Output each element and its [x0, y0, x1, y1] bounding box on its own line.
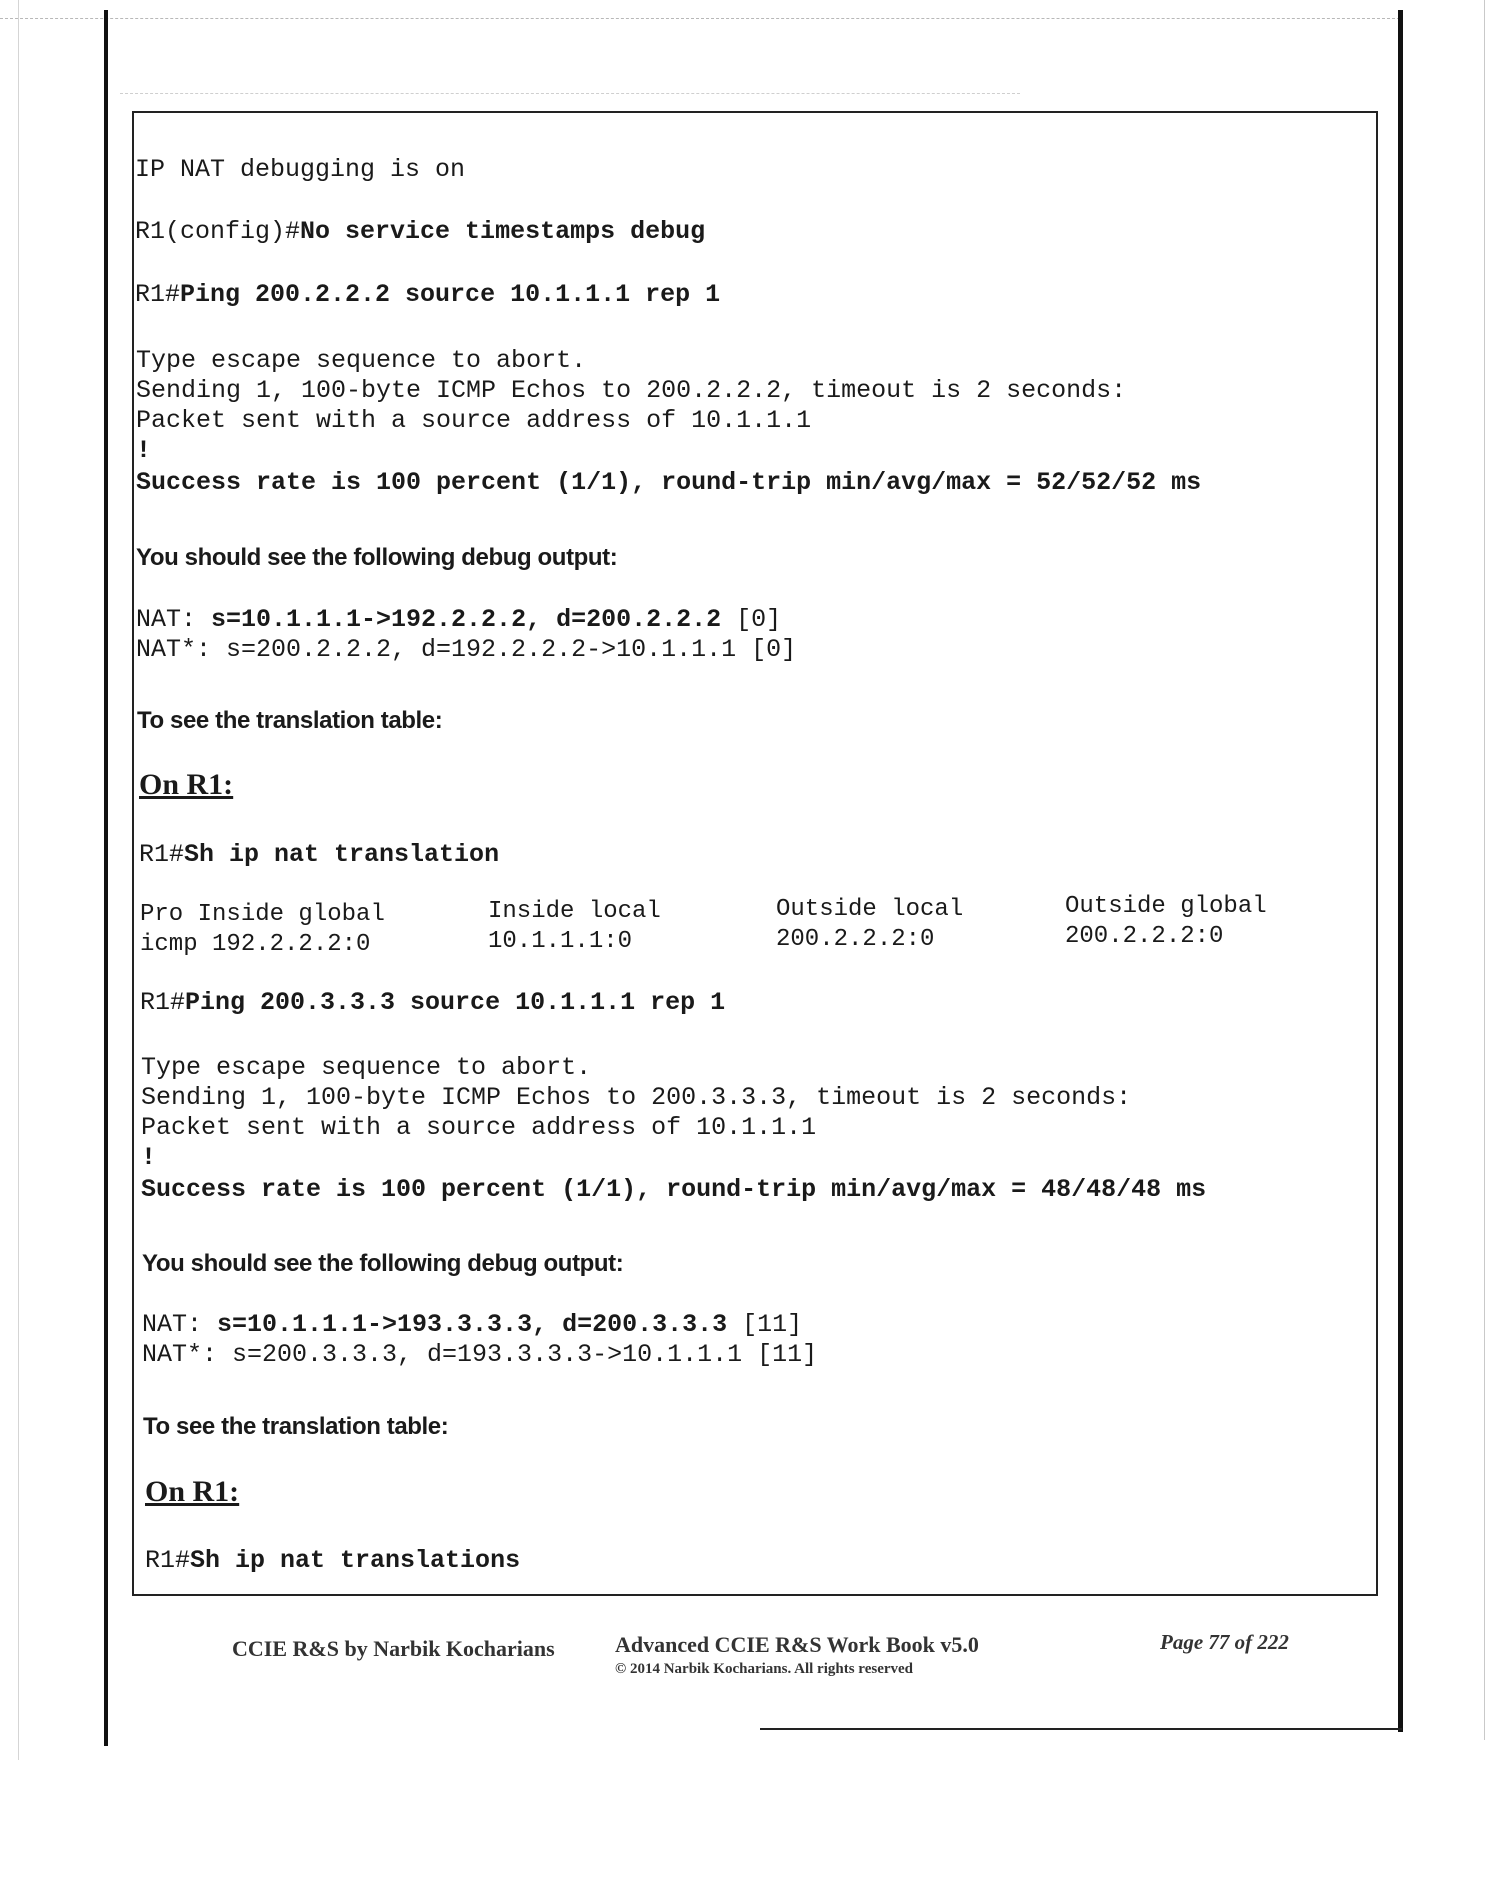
ping-output-line: Type escape sequence to abort. — [141, 1053, 592, 1082]
prompt: R1# — [135, 280, 181, 309]
ping-output-line: Packet sent with a source address of 10.1.1.1 — [141, 1113, 817, 1142]
table-cell: 10.1.1.1:0 — [488, 928, 633, 955]
table-cell: icmp 192.2.2.2:0 — [140, 931, 371, 958]
footer-page-number: Page 77 of 222 — [1160, 1630, 1289, 1654]
ping-command-line — [140, 988, 725, 1018]
ping-output-line: Sending 1, 100-byte ICMP Echos to 200.3.3.3, timeout is 2 seconds: — [141, 1083, 1132, 1112]
footer-book-title: Advanced CCIE R&S Work Book v5.0 — [615, 1632, 979, 1657]
section-heading-on-r1: On R1: — [139, 768, 234, 801]
ping-success-mark: ! — [136, 436, 152, 465]
nat-translation: s=10.1.1.1->193.3.3.3, d=200.3.3.3 — [217, 1310, 728, 1339]
nat-prefix: NAT: — [142, 1310, 218, 1339]
show-command-line — [139, 840, 499, 870]
nat-prefix: NAT: — [136, 605, 212, 634]
command: Sh ip nat translations — [190, 1546, 521, 1575]
nat-suffix: [11] — [727, 1310, 803, 1339]
nat-translation: s=10.1.1.1->192.2.2.2, d=200.2.2.2 — [211, 605, 722, 634]
ping-command-line — [135, 280, 720, 310]
table-header: Pro Inside global — [140, 901, 385, 928]
prompt: R1# — [145, 1546, 191, 1575]
ping-output-line: Sending 1, 100-byte ICMP Echos to 200.2.2.2, timeout is 2 seconds: — [136, 376, 1127, 405]
prompt: R1(config)# — [135, 217, 301, 246]
command: No service timestamps debug — [300, 217, 706, 246]
scan-top-dashes — [0, 18, 1400, 19]
show-command-line — [145, 1546, 520, 1576]
nat-suffix: [0] — [721, 605, 782, 634]
ping-output-line: Packet sent with a source address of 10.1.1.1 — [136, 406, 812, 435]
debug-output-heading: You should see the following debug output: — [136, 544, 618, 571]
page-left-border — [104, 10, 108, 1746]
nat-debug-line: NAT*: s=200.2.2.2, d=192.2.2.2->10.1.1.1 [0] — [136, 635, 797, 664]
ping-success-mark: ! — [141, 1143, 157, 1172]
section-heading-on-r1: On R1: — [145, 1475, 240, 1508]
footer-copyright: © 2014 Narbik Kocharians. All rights reserved — [615, 1661, 914, 1677]
footer-author: CCIE R&S by Narbik Kocharians — [232, 1636, 555, 1661]
translation-table-heading: To see the translation table: — [143, 1413, 449, 1440]
success-rate-line: Success rate is 100 percent (1/1), round-trip min/avg/max = 52/52/52 ms — [136, 468, 1202, 497]
prompt: R1# — [140, 988, 186, 1017]
debug-output-heading: You should see the following debug output: — [142, 1250, 624, 1277]
page-bottom-border — [760, 1728, 1402, 1730]
page-right-border — [1398, 10, 1403, 1732]
command: Ping 200.3.3.3 source 10.1.1.1 rep 1 — [185, 988, 726, 1017]
nat-debug-line — [136, 605, 781, 635]
command: Ping 200.2.2.2 source 10.1.1.1 rep 1 — [180, 280, 721, 309]
table-header: Inside local — [488, 898, 661, 925]
table-header: Outside global — [1065, 893, 1267, 920]
config-command-line — [135, 217, 705, 247]
scan-left-edge — [18, 0, 19, 1760]
table-header: Outside local — [776, 896, 964, 923]
nat-debug-line: NAT*: s=200.3.3.3, d=193.3.3.3->10.1.1.1 [11] — [142, 1340, 818, 1369]
debug-on-line: IP NAT debugging is on — [135, 155, 466, 184]
ping-output-line: Type escape sequence to abort. — [136, 346, 587, 375]
nat-debug-line — [142, 1310, 802, 1340]
success-rate-line: Success rate is 100 percent (1/1), round-trip min/avg/max = 48/48/48 ms — [141, 1175, 1207, 1204]
prompt: R1# — [139, 840, 185, 869]
table-cell: 200.2.2.2:0 — [776, 926, 935, 953]
scan-dashes — [120, 93, 1020, 94]
table-cell: 200.2.2.2:0 — [1065, 923, 1224, 950]
scan-right-edge — [1484, 0, 1485, 1740]
command: Sh ip nat translation — [184, 840, 500, 869]
translation-table-heading: To see the translation table: — [137, 707, 443, 734]
